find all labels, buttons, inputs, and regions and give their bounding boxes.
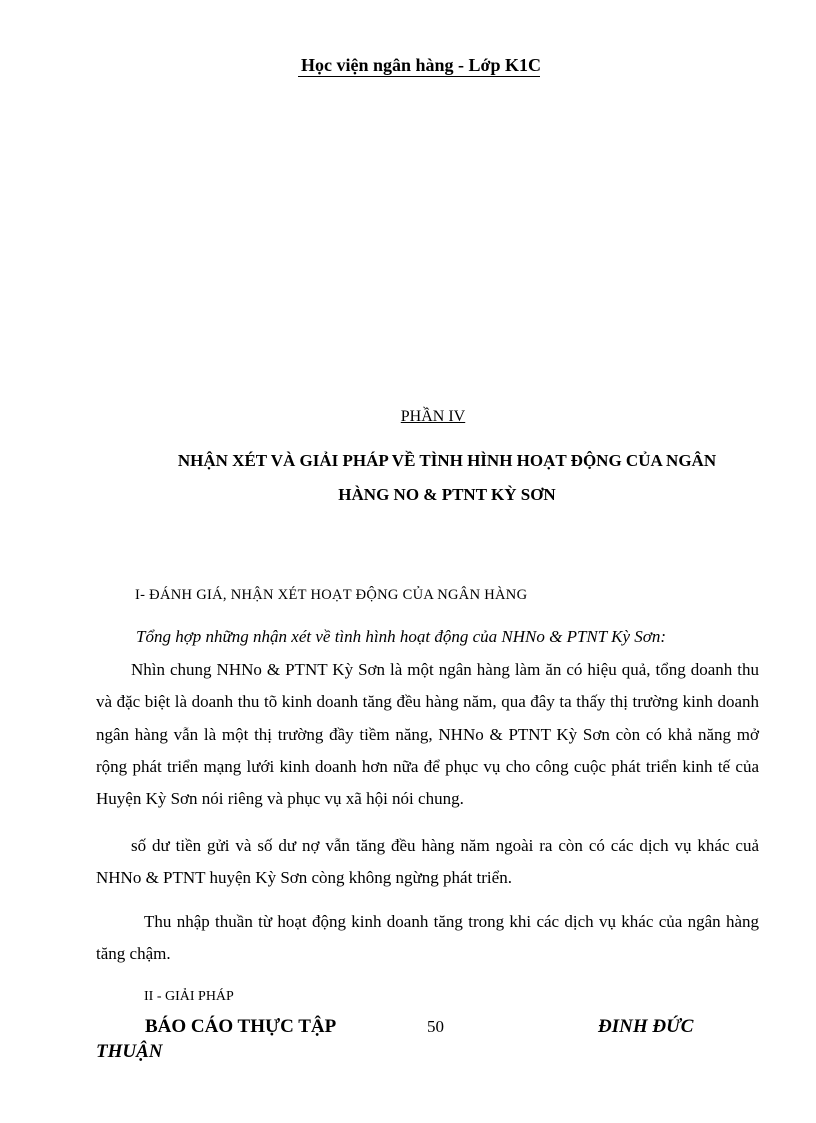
chapter-heading-line-1: NHẬN XÉT VÀ GIẢI PHÁP VỀ TÌNH HÌNH HOẠT ĐỘNG CỦA NGÂN — [177, 451, 717, 470]
chapter-heading-line-2: HÀNG NO & PTNT KỲ SƠN — [338, 485, 556, 504]
footer-author-name: ĐINH ĐỨC — [598, 1016, 694, 1037]
body-paragraph: Thu nhập thuần từ hoạt động kinh doanh tăng trong khi các dịch vụ khác của ngân hàng tăng chậm. — [96, 912, 759, 964]
footer-page-number: 50 — [427, 1017, 444, 1036]
page-header-title: Học viện ngân hàng - Lớp K1C — [301, 55, 542, 75]
body-paragraph: Nhìn chung NHNo & PTNT Kỳ Sơn là một ngân hàng làm ăn có hiệu quả, tổng doanh thu và đặc biệt là doanh thu tõ kinh doanh tăng đều hàng năm, qua đây ta thấy thị trường kinh doanh ngân hàng vẫn là một thị trường đầy tiềm năng, NHNo & PTNT Kỳ Sơn còn có khả năng mở rộng phát triển mạng lưới kinh doanh hơn nữa để phục vụ cho công cuộc phát triển kinh tế của Huyện Kỳ Sơn nói riêng và phục vụ xã hội nói chung. — [96, 660, 759, 809]
section-heading-evaluation: I- ĐÁNH GIÁ, NHẬN XÉT HOẠT ĐỘNG CỦA NGÂN HÀNG — [135, 587, 528, 603]
footer-author-name-continued: THUẬN — [96, 1041, 163, 1062]
header-underline — [298, 76, 540, 77]
section-heading-solutions: II - GIẢI PHÁP — [144, 989, 234, 1004]
body-paragraph: số dư tiền gửi và số dư nợ vẫn tăng đều hàng năm ngoài ra còn có các dịch vụ khác cuả NHNo & PTNT huyện Kỳ Sơn còng không ngừng phát triển. — [96, 836, 759, 888]
section-intro: Tổng hợp những nhận xét về tình hình hoạt động của NHNo & PTNT Kỳ Sơn: — [136, 627, 667, 646]
part-label: PHẦN IV — [400, 408, 466, 425]
footer-report-label: BÁO CÁO THỰC TẬP — [145, 1016, 337, 1037]
